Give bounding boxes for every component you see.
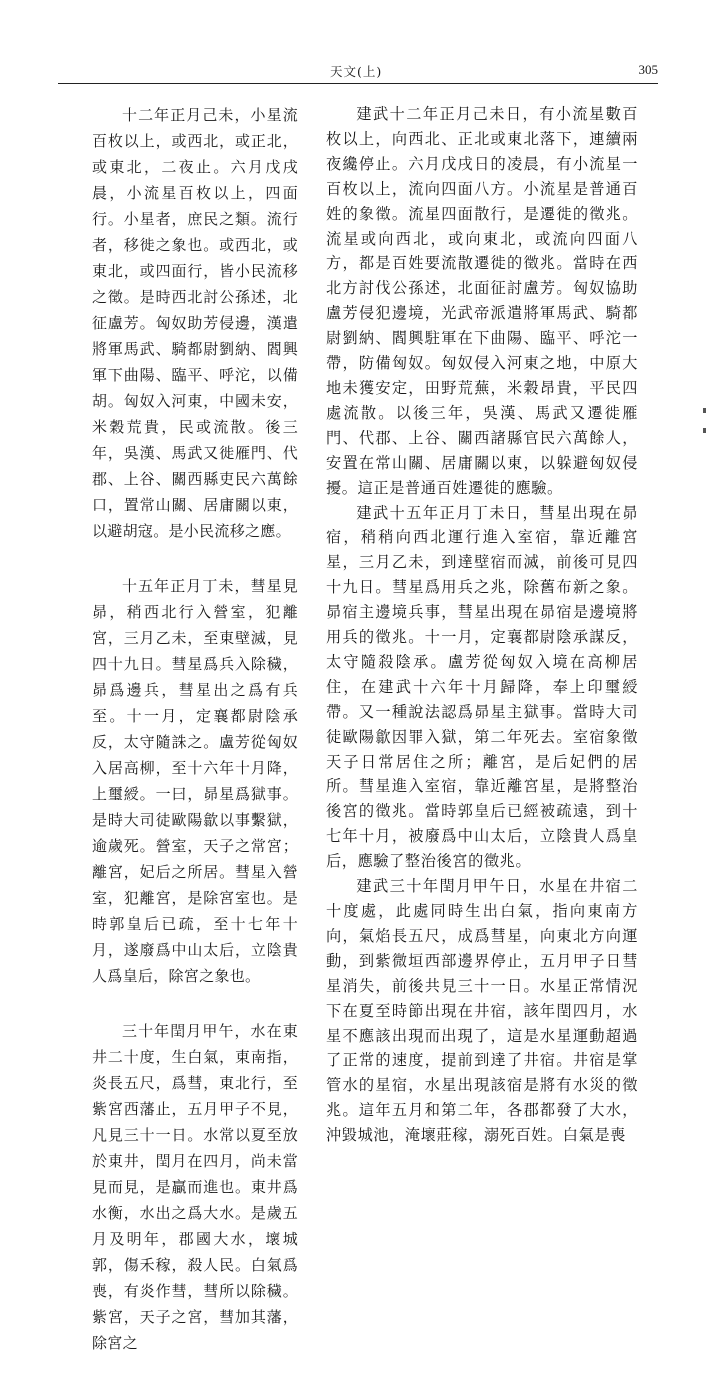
page-number: 305 bbox=[638, 62, 658, 77]
translation-paragraph: 建武三十年閏月甲午日，水星在井宿二十度處，此處同時生出白氣，指向東南方向，氣焰長五尺，成爲彗星，向東北方向運動，到紫微垣西部邊界停止，五月甲子日彗星消失，前後共見三十一日。水星正常情況下在夏至時節出現在井宿，該年閏四月，水星不應該出現而出現了，這是水星運動超過了正常的速度，提前到達了井宿。井宿是掌管水的星宿，水星出現該宿是將有水災的徵兆。這年五月和第二年，各郡都發了大水，沖毀城池，淹壞莊稼，溺死百姓。白氣是喪 bbox=[326, 877, 638, 1145]
page-header bbox=[58, 58, 658, 84]
classical-paragraph: 十二年正月己未，小星流百枚以上，或西北，或正北，或東北，二夜止。六月戊戌晨，小流星百枚以上，四面行。小星者，庶民之類。流行者，移徙之象也。或西北，或東北，或四面行，皆小民流移之徵。是時西北討公孫述，北征盧芳。匈奴助芳侵邊，漢遣將軍馬武、騎都尉劉納、閻興軍下曲陽、臨平、呼沱，以備胡。匈奴入河東，中國未安，米穀荒貴，民或流散。後三年，吳漢、馬武又徙雁門、代郡、上谷、關西縣吏民六萬餘口，置常山關、居庸關以東，以避胡寇。是小民流移之應。 bbox=[92, 106, 298, 540]
header-rule bbox=[58, 83, 658, 84]
translation-column bbox=[326, 102, 638, 1148]
scan-edge-mark bbox=[703, 428, 706, 433]
running-title: 天文(上) bbox=[330, 64, 383, 79]
classical-paragraph: 十五年正月丁未，彗星見昴，稍西北行入營室，犯離宮，三月乙未，至東壁滅，見四十九日。彗星爲兵入除穢，昴爲邊兵，彗星出之爲有兵至。十一月，定襄都尉陰承反，太守隨誅之。盧芳從匈奴入居高柳，至十六年十月降，上璽綬。一曰，昴星爲獄事。是時大司徒歐陽歙以事繫獄，逾歲死。營室，天子之常宮；離宮，妃后之所居。彗星入營室，犯離宮，是除宮室也。是時郭皇后已疏，至十七年十月，遂廢爲中山太后，立陰貴人爲皇后，除宮之象也。 bbox=[92, 577, 298, 985]
scan-edge-mark bbox=[703, 408, 706, 413]
classical-paragraph: 三十年閏月甲午，水在東井二十度，生白氣，東南指，炎長五尺，爲彗，東北行，至紫宮西藩止，五月甲子不見，凡見三十一日。水常以夏至放於東井，閏月在四月，尚未當見而見，是贏而進也。東井爲水衡，水出之爲大水。是歲五月及明年，郡國大水，壞城郭，傷禾稼，殺人民。白氣爲喪，有炎作彗，彗所以除穢。紫宮，天子之宮，彗加其藩，除宮之 bbox=[92, 1022, 298, 1352]
classical-text-column bbox=[92, 102, 298, 1385]
translation-paragraph: 建武十二年正月己未日，有小流星數百枚以上，向西北、正北或東北落下，連續兩夜纔停止。六月戊戌日的凌晨，有小流星一百枚以上，流向四面八方。小流星是普通百姓的象徵。流星四面散行，是遷徙的徵兆。流星或向西北，或向東北，或流向四面八方，都是百姓要流散遷徙的徵兆。當時在西北方討伐公孫述，北面征討盧芳。匈奴協助盧芳侵犯邊境，光武帝派遣將軍馬武、騎都尉劉納、閻興駐軍在下曲陽、臨平、呼沱一帶，防備匈奴。匈奴侵入河東之地，中原大地未獲安定，田野荒蕪，米穀昂貴，平民四處流散。以後三年，吳漢、馬武又遷徙雁門、代郡、上谷、關西諸縣官民六萬餘人，安置在常山關、居庸關以東，以躲避匈奴侵擾。這正是普通百姓遷徙的應驗。 bbox=[326, 105, 638, 497]
translation-paragraph: 建武十五年正月丁未日，彗星出現在昴宿，稍稍向西北運行進入室宿，靠近離宮星，三月乙未，到達壁宿而滅，前後可見四十九日。彗星爲用兵之兆，除舊布新之象。昴宿主邊境兵事，彗星出現在昴宿是邊境將用兵的徵兆。十一月，定襄都尉陰承謀反，太守隨殺陰承。盧芳從匈奴入境在高柳居住，在建武十六年十月歸降，奉上印璽綬帶。又一種說法認爲昴星主獄事。當時大司徒歐陽歙因罪入獄，第二年死去。室宿象徵天子日常居住之所；離宮，是后妃們的居所。彗星進入室宿，靠近離宮星，是將整治後宮的徵兆。當時郭皇后已經被疏遠，到十七年十月，被廢爲中山太后，立陰貴人爲皇后，應驗了整治後宮的徵兆。 bbox=[326, 503, 638, 871]
